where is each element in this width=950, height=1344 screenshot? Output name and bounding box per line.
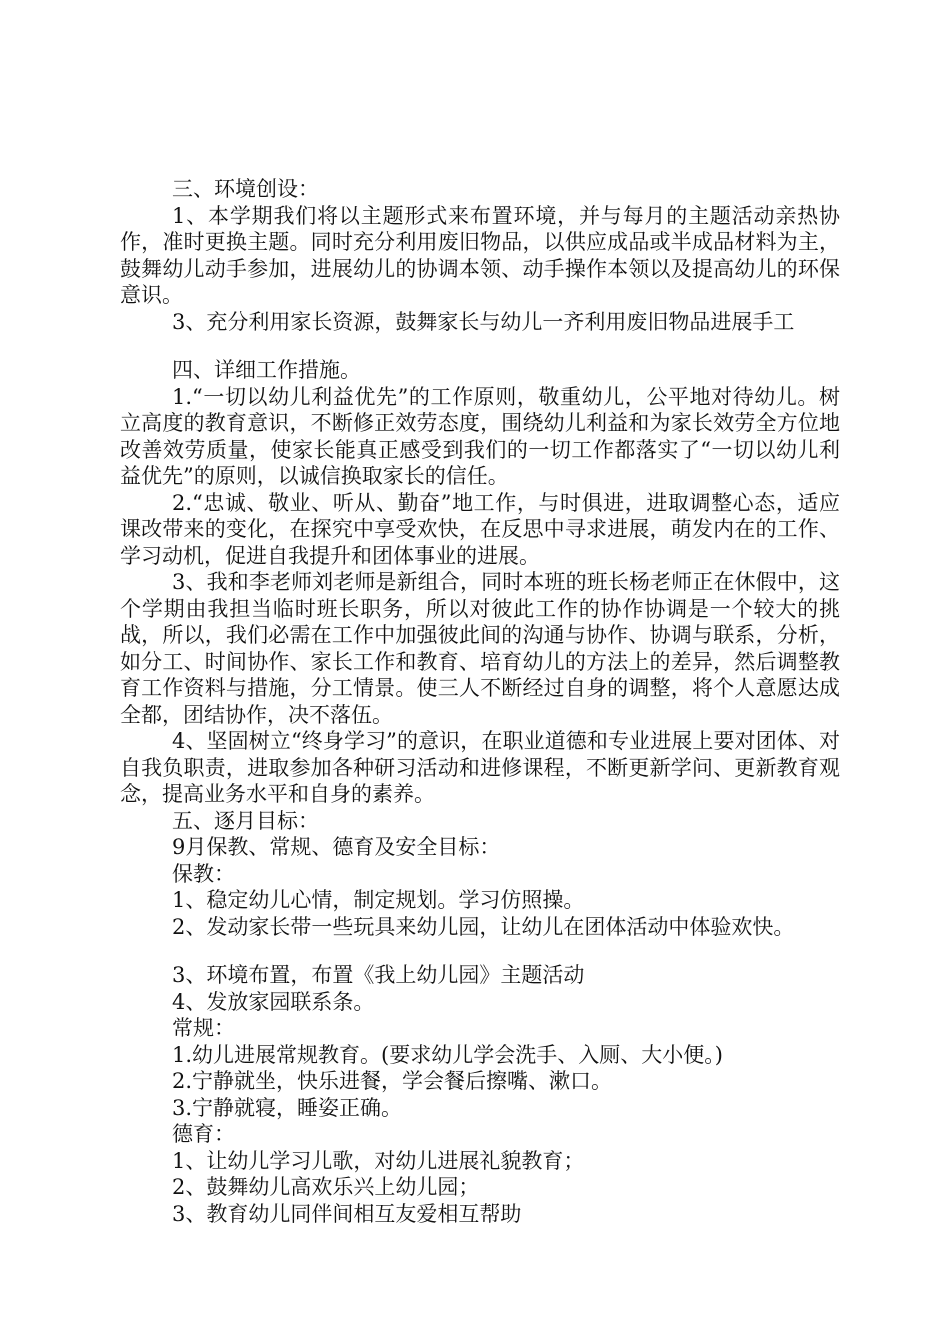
- section-3-item-1: 1、本学期我们将以主题形式来布置环境，并与每月的主题活动亲热协作，准时更换主题。同时充分利用废旧物品，以供应成品或半成品材料为主，鼓舞幼儿动手参加，进展幼儿的协调本领、动手操作本领以及提高幼儿的环保意识。: [120, 203, 840, 307]
- section-4-heading: 四、详细工作措施。: [172, 358, 361, 382]
- section-5-heading: 五、逐月目标：: [172, 808, 319, 833]
- paragraph-gap: [120, 940, 840, 962]
- document-page: [120, 176, 840, 1227]
- baojiao-item: 4、发放家园联系条。: [172, 989, 375, 1014]
- baojiao-item: 2、发动家长带一些玩具来幼儿园，让幼儿在团体活动中体验欢快。: [172, 914, 795, 939]
- baojiao-item: 1、稳定幼儿心情，制定规划。学习仿照操。: [172, 888, 585, 912]
- baojiao-item: 3、环境布置，布置《我上幼儿园》主题活动: [172, 963, 585, 987]
- changgui-item: 3.宁静就寝，睡姿正确。: [172, 1095, 403, 1120]
- section-3-heading: 三、环境创设：: [172, 177, 319, 201]
- baojiao-heading: 保教：: [172, 861, 235, 886]
- section-3-item-3: 3、充分利用家长资源，鼓舞家长与幼儿一齐利用废旧物品进展手工: [172, 309, 795, 334]
- deyu-heading: 德育：: [172, 1122, 235, 1146]
- section-4-item-3: 3、我和李老师刘老师是新组合，同时本班的班长杨老师正在休假中，这个学期由我担当临时班长职务，所以对彼此工作的协作协调是一个较大的挑战，所以，我们必需在工作中加强彼此间的沟通与协作、协调与联系，分析，如分工、时间协作、家长工作和教育、培育幼儿的方法上的差异，然后调整教育工作资料与措施，分工情景。使三人不断经过自身的调整，将个人意愿达成全都，团结协作，决不落伍。: [120, 570, 840, 727]
- section-4-item-4: 4、坚固树立“终身学习”的意识，在职业道德和专业进展上要对团体、对自我负职责，进取参加各种研习活动和进修课程，不断更新学问、更新教育观念，提高业务水平和自身的素养。: [120, 729, 840, 806]
- changgui-item: 1.幼儿进展常规教育。(要求幼儿学会洗手、入厕、大小便。): [172, 1042, 723, 1067]
- deyu-item: 3、教育幼儿同伴间相互友爱相互帮助: [172, 1201, 522, 1226]
- changgui-item: 2.宁静就坐，快乐进餐，学会餐后擦嘴、漱口。: [172, 1069, 613, 1093]
- september-goals-heading: 9月保教、常规、德育及安全目标：: [172, 835, 501, 859]
- deyu-item: 1、让幼儿学习儿歌，对幼儿进展礼貌教育；: [172, 1148, 585, 1173]
- section-4-item-2: 2.“忠诚、敬业、听从、勤奋”地工作，与时俱进，进取调整心态，适应课改带来的变化，在探究中享受欢快，在反思中寻求进展，萌发内在的工作、学习动机，促进自我提升和团体事业的进展。: [120, 490, 840, 568]
- deyu-item: 2、鼓舞幼儿高欢乐兴上幼儿园；: [172, 1175, 480, 1199]
- changgui-heading: 常规：: [172, 1016, 235, 1040]
- section-4-item-1: 1.“一切以幼儿利益优先”的工作原则，敬重幼儿，公平地对待幼儿。树立高度的教育意识，不断修正效劳态度，围绕幼儿利益和为家长效劳全方位地改善效劳质量，使家长能真正感受到我们的一切工作都落实了“一切以幼儿利益优先”的原则，以诚信换取家长的信任。: [120, 384, 840, 488]
- paragraph-gap: [120, 335, 840, 357]
